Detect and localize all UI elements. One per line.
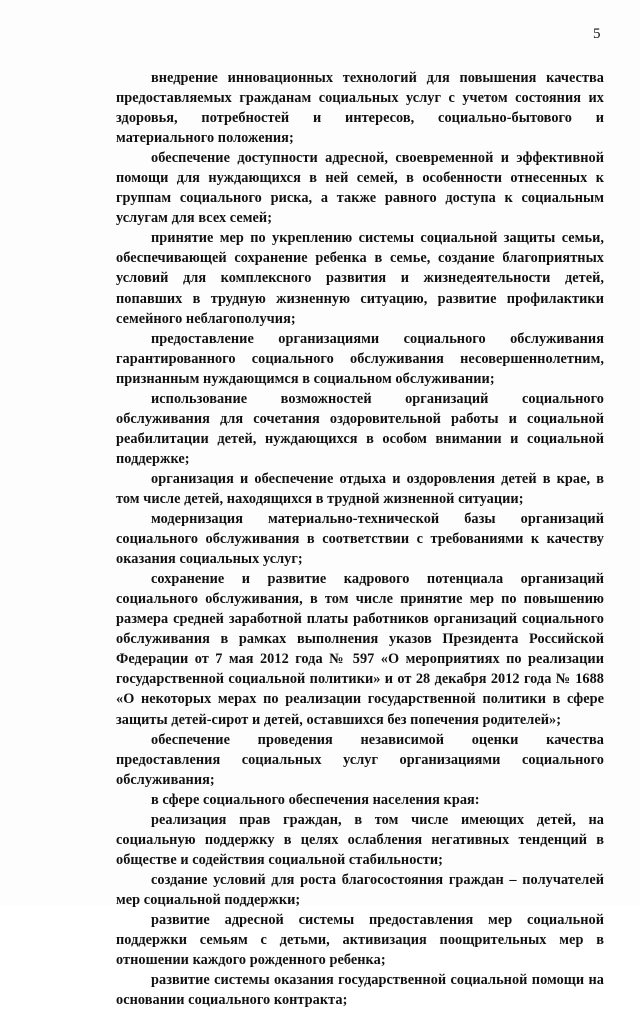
paragraph: развитие системы оказания государственной социальной помощи на основании социального контракта; <box>116 972 604 1009</box>
paragraph: обеспечение проведения независимой оценки качества предоставления социальных услуг организациями социального обслуживания; <box>116 731 604 788</box>
paragraph: использование возможностей организаций социального обслуживания для сочетания оздоровительной работы и социальной реабилитации детей, нуждающихся в особом внимании и социальной поддержке; <box>116 390 604 467</box>
paragraph: обеспечение доступности адресной, своевременной и эффективной помощи для нуждающихся в ней семей, в особенности отнесенных к группам социального риска, а также равного доступа к социальным услугам для всех семей; <box>116 150 604 227</box>
page-number: 5 <box>593 26 601 42</box>
paragraph: внедрение инновационных технологий для повышения качества предоставляемых гражданам социальных услуг с учетом состояния их здоровья, потребностей и интересов, социально-бытового и материального положения; <box>116 70 604 147</box>
paragraph: модернизация материально-технической базы организаций социального обслуживания в соответствии с требованиями к качеству оказания социальных услуг; <box>116 511 604 568</box>
paragraph: принятие мер по укреплению системы социальной защиты семьи, обеспечивающей сохранение ребенка в семье, создание благоприятных условий для комплексного развития и жизнедеятельности детей, попавших в трудную жизненную ситуацию, развитие профилактики семейного неблагополучия; <box>116 230 604 327</box>
paragraph: предоставление организациями социального обслуживания гарантированного социального обслуживания несовершеннолетним, признанным нуждающимся в социальном обслуживании; <box>116 330 604 387</box>
paragraph: сохранение и развитие кадрового потенциала организаций социального обслуживания, в том числе принятие мер по повышению размера средней заработной платы работников организаций социального обслуживания в рамках выполнения указов Президента Российской Федерации от 7 мая 2012 года № 597 «О мероприятиях по реализации государственной социальной политики» и от 28 декабря 2012 года № 1688 «О некоторых мерах по реализации государственной политики в сфере защиты детей-сирот и детей, оставшихся без попечения родителей»; <box>116 571 604 728</box>
paragraph: развитие адресной системы предоставления мер социальной поддержки семьям с детьми, активизация поощрительных мер в отношении каждого рожденного ребенка; <box>116 911 604 969</box>
document-body <box>116 68 604 1010</box>
paragraph: реализация прав граждан, в том числе имеющих детей, на социальную поддержку в целях ослабления негативных тенденций в обществе и содействия социальной стабильности; <box>116 811 604 868</box>
section-heading: в сфере социального обеспечения населения края: <box>151 791 480 808</box>
paragraph: создание условий для роста благосостояния граждан – получателей мер социальной поддержки; <box>116 871 604 908</box>
paragraph: организация и обеспечение отдыха и оздоровления детей в крае, в том числе детей, находящихся в трудной жизненной ситуации; <box>116 470 604 507</box>
